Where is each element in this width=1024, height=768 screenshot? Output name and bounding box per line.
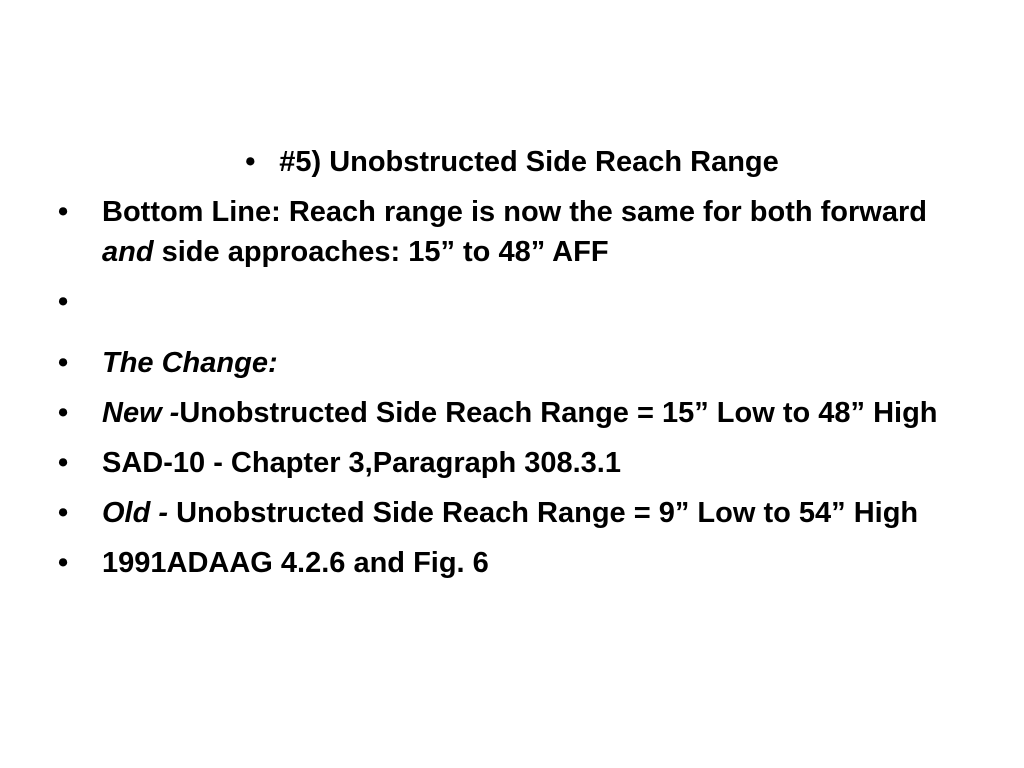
- bullet-icon: •: [58, 286, 69, 318]
- bullet-icon: •: [58, 196, 69, 228]
- bullet-icon: •: [58, 497, 69, 529]
- bullet-icon: •: [58, 547, 69, 579]
- bullet-emphasis: The Change:: [102, 347, 278, 379]
- bullet-item-new: [58, 393, 958, 433]
- bullet-text: 1991ADAAG 4.2.6 and Fig. 6: [102, 547, 489, 579]
- bullet-icon: •: [245, 146, 256, 178]
- bullet-text: Unobstructed Side Reach Range = 15” Low to 48” High: [179, 397, 938, 429]
- bullet-emphasis: and: [102, 236, 154, 268]
- bullet-item-empty: [58, 282, 958, 333]
- bullet-icon: •: [58, 347, 69, 379]
- bullet-item-the-change: [58, 343, 958, 383]
- bullet-item-adaag-reference: [58, 543, 958, 583]
- bullet-text: side approaches: 15” to 48” AFF: [153, 236, 609, 268]
- bullet-text: SAD-10 - Chapter 3,Paragraph 308.3.1: [102, 447, 621, 479]
- bullet-item-sad-reference: [58, 443, 958, 483]
- bullet-item-bottom-line: [58, 192, 958, 272]
- bullet-emphasis: Old -: [102, 497, 169, 529]
- bullet-emphasis: New -: [102, 397, 180, 429]
- heading-text: #5) Unobstructed Side Reach Range: [279, 146, 779, 178]
- bullet-text: Bottom Line: Reach range is now the same for both forward: [102, 196, 927, 228]
- bullet-item-old: [58, 493, 958, 533]
- bullet-icon: •: [58, 397, 69, 429]
- bullet-list: [58, 192, 958, 593]
- bullet-icon: •: [58, 447, 69, 479]
- bullet-text: Unobstructed Side Reach Range = 9” Low to 54” High: [168, 497, 919, 529]
- slide-heading: [0, 144, 1024, 180]
